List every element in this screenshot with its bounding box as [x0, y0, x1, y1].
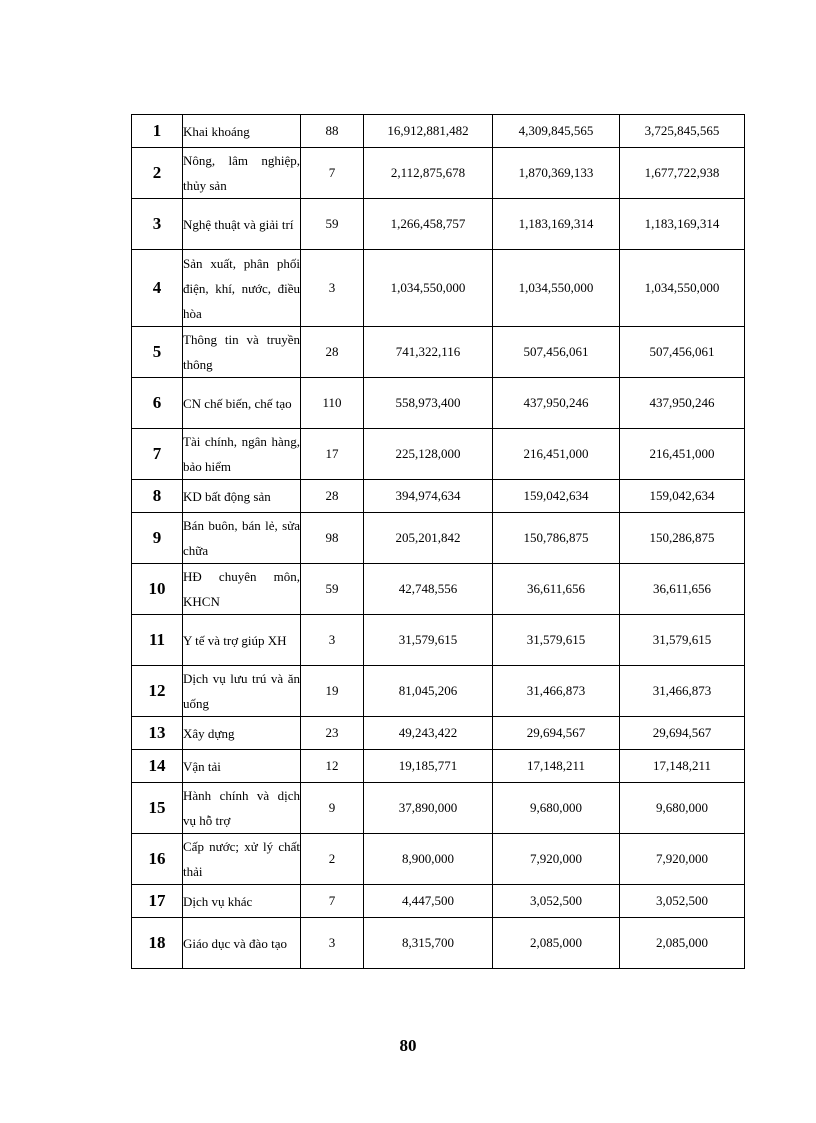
table-row — [132, 148, 745, 199]
enterprise-count: 3 — [301, 615, 364, 666]
value-col-3: 17,148,211 — [620, 750, 745, 783]
value-col-2: 31,579,615 — [493, 615, 620, 666]
table-row — [132, 783, 745, 834]
table-row — [132, 429, 745, 480]
value-col-2: 31,466,873 — [493, 666, 620, 717]
enterprise-count: 28 — [301, 480, 364, 513]
table-row — [132, 480, 745, 513]
value-col-3: 3,052,500 — [620, 885, 745, 918]
row-number: 2 — [132, 148, 183, 199]
table-row — [132, 717, 745, 750]
row-number: 10 — [132, 564, 183, 615]
sector-name: Thông tin và truyền thông — [183, 327, 301, 378]
value-col-2: 17,148,211 — [493, 750, 620, 783]
row-number: 14 — [132, 750, 183, 783]
table-row — [132, 378, 745, 429]
value-col-3: 1,183,169,314 — [620, 199, 745, 250]
table-row — [132, 199, 745, 250]
value-col-2: 9,680,000 — [493, 783, 620, 834]
table-row — [132, 918, 745, 969]
enterprise-count: 9 — [301, 783, 364, 834]
value-col-1: 8,900,000 — [364, 834, 493, 885]
value-col-3: 1,677,722,938 — [620, 148, 745, 199]
value-col-1: 81,045,206 — [364, 666, 493, 717]
table-body — [132, 115, 745, 969]
enterprise-count: 59 — [301, 199, 364, 250]
value-col-3: 31,466,873 — [620, 666, 745, 717]
value-col-1: 19,185,771 — [364, 750, 493, 783]
value-col-1: 205,201,842 — [364, 513, 493, 564]
value-col-3: 437,950,246 — [620, 378, 745, 429]
sector-name: Tài chính, ngân hàng, bảo hiểm — [183, 429, 301, 480]
enterprise-count: 7 — [301, 885, 364, 918]
sector-name: Vận tải — [183, 750, 301, 783]
value-col-3: 3,725,845,565 — [620, 115, 745, 148]
value-col-1: 394,974,634 — [364, 480, 493, 513]
sector-name: Giáo dục và đào tạo — [183, 918, 301, 969]
value-col-1: 741,322,116 — [364, 327, 493, 378]
value-col-1: 1,266,458,757 — [364, 199, 493, 250]
table-row — [132, 666, 745, 717]
table-row — [132, 115, 745, 148]
row-number: 18 — [132, 918, 183, 969]
value-col-2: 29,694,567 — [493, 717, 620, 750]
value-col-2: 216,451,000 — [493, 429, 620, 480]
row-number: 5 — [132, 327, 183, 378]
page-number: 80 — [399, 1036, 417, 1055]
table-row — [132, 615, 745, 666]
row-number: 13 — [132, 717, 183, 750]
value-col-3: 9,680,000 — [620, 783, 745, 834]
value-col-3: 2,085,000 — [620, 918, 745, 969]
enterprise-count: 23 — [301, 717, 364, 750]
value-col-1: 225,128,000 — [364, 429, 493, 480]
table-row — [132, 250, 745, 327]
enterprise-count: 3 — [301, 250, 364, 327]
row-number: 3 — [132, 199, 183, 250]
value-col-3: 507,456,061 — [620, 327, 745, 378]
value-col-2: 36,611,656 — [493, 564, 620, 615]
sector-name: CN chế biến, chế tạo — [183, 378, 301, 429]
enterprise-count: 88 — [301, 115, 364, 148]
sector-name: KD bất động sản — [183, 480, 301, 513]
enterprise-count: 17 — [301, 429, 364, 480]
table-row — [132, 513, 745, 564]
sector-name: Dịch vụ khác — [183, 885, 301, 918]
sector-name: Bán buôn, bán lẻ, sửa chữa — [183, 513, 301, 564]
value-col-1: 42,748,556 — [364, 564, 493, 615]
value-col-3: 7,920,000 — [620, 834, 745, 885]
value-col-1: 49,243,422 — [364, 717, 493, 750]
row-number: 11 — [132, 615, 183, 666]
value-col-1: 558,973,400 — [364, 378, 493, 429]
table-row — [132, 564, 745, 615]
enterprise-count: 7 — [301, 148, 364, 199]
value-col-1: 1,034,550,000 — [364, 250, 493, 327]
value-col-2: 3,052,500 — [493, 885, 620, 918]
enterprise-count: 3 — [301, 918, 364, 969]
sector-name: Nông, lâm nghiệp, thủy sản — [183, 148, 301, 199]
table-row — [132, 834, 745, 885]
row-number: 8 — [132, 480, 183, 513]
value-col-1: 16,912,881,482 — [364, 115, 493, 148]
sector-name: Hành chính và dịch vụ hỗ trợ — [183, 783, 301, 834]
value-col-3: 29,694,567 — [620, 717, 745, 750]
value-col-3: 1,034,550,000 — [620, 250, 745, 327]
value-col-3: 159,042,634 — [620, 480, 745, 513]
value-col-2: 507,456,061 — [493, 327, 620, 378]
value-col-2: 1,034,550,000 — [493, 250, 620, 327]
sector-name: Nghệ thuật và giải trí — [183, 199, 301, 250]
row-number: 15 — [132, 783, 183, 834]
value-col-1: 37,890,000 — [364, 783, 493, 834]
value-col-3: 31,579,615 — [620, 615, 745, 666]
row-number: 12 — [132, 666, 183, 717]
enterprise-count: 19 — [301, 666, 364, 717]
row-number: 1 — [132, 115, 183, 148]
row-number: 9 — [132, 513, 183, 564]
sector-name: Khai khoáng — [183, 115, 301, 148]
value-col-2: 1,183,169,314 — [493, 199, 620, 250]
table-row — [132, 885, 745, 918]
sector-name: HĐ chuyên môn, KHCN — [183, 564, 301, 615]
value-col-2: 2,085,000 — [493, 918, 620, 969]
row-number: 17 — [132, 885, 183, 918]
row-number: 16 — [132, 834, 183, 885]
enterprise-count: 98 — [301, 513, 364, 564]
enterprise-count: 2 — [301, 834, 364, 885]
value-col-3: 216,451,000 — [620, 429, 745, 480]
value-col-2: 150,786,875 — [493, 513, 620, 564]
value-col-1: 8,315,700 — [364, 918, 493, 969]
row-number: 6 — [132, 378, 183, 429]
row-number: 7 — [132, 429, 183, 480]
value-col-2: 7,920,000 — [493, 834, 620, 885]
table-row — [132, 327, 745, 378]
sector-name: Sản xuất, phân phối điện, khí, nước, điều hòa — [183, 250, 301, 327]
enterprise-count: 28 — [301, 327, 364, 378]
value-col-1: 2,112,875,678 — [364, 148, 493, 199]
sector-name: Cấp nước; xử lý chất thải — [183, 834, 301, 885]
value-col-1: 31,579,615 — [364, 615, 493, 666]
table-row — [132, 750, 745, 783]
value-col-1: 4,447,500 — [364, 885, 493, 918]
sector-name: Xây dựng — [183, 717, 301, 750]
value-col-3: 36,611,656 — [620, 564, 745, 615]
value-col-2: 4,309,845,565 — [493, 115, 620, 148]
row-number: 4 — [132, 250, 183, 327]
value-col-2: 159,042,634 — [493, 480, 620, 513]
value-col-3: 150,286,875 — [620, 513, 745, 564]
sector-name: Dịch vụ lưu trú và ăn uống — [183, 666, 301, 717]
value-col-2: 437,950,246 — [493, 378, 620, 429]
sector-name: Y tế và trợ giúp XH — [183, 615, 301, 666]
enterprise-count: 59 — [301, 564, 364, 615]
enterprise-count: 12 — [301, 750, 364, 783]
enterprise-count: 110 — [301, 378, 364, 429]
value-col-2: 1,870,369,133 — [493, 148, 620, 199]
data-table — [131, 114, 745, 969]
